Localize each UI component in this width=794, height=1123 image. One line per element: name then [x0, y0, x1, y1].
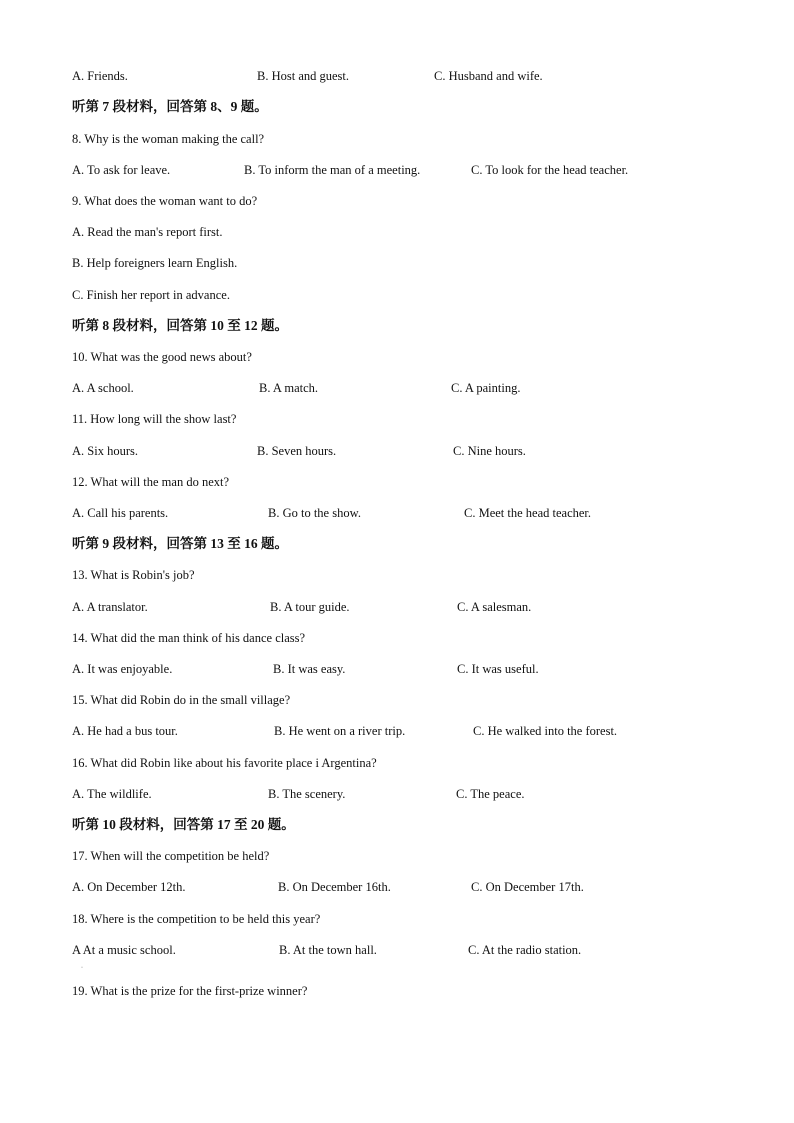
question-12: 12. What will the man do next? — [72, 475, 230, 489]
option-b: B. It was easy. — [273, 662, 346, 676]
option-c: C. A salesman. — [457, 600, 532, 614]
question-16: 16. What did Robin like about his favorite place i Argentina? — [72, 756, 377, 770]
option-a: A. On December 12th. — [72, 880, 186, 894]
option-c: C. A painting. — [451, 381, 521, 395]
section-heading-10: 听第 10 段材料，回答第 17 至 20 题。 — [72, 817, 295, 832]
option-b: B. The scenery. — [268, 787, 346, 801]
option-b: B. He went on a river trip. — [274, 724, 406, 738]
option-a: A. Call his parents. — [72, 506, 169, 520]
stray-dot: · — [81, 965, 83, 971]
question-10: 10. What was the good news about? — [72, 350, 252, 364]
option-b: B. At the town hall. — [279, 943, 377, 957]
option-b: B. A tour guide. — [270, 600, 350, 614]
option-b: B. A match. — [259, 381, 319, 395]
option-b: B. To inform the man of a meeting. — [244, 163, 421, 177]
option-a: A. Read the man's report first. — [72, 225, 223, 239]
option-a: A. The wildlife. — [72, 787, 152, 801]
question-9: 9. What does the woman want to do? — [72, 194, 258, 208]
option-c: C. At the radio station. — [468, 943, 582, 957]
question-14: 14. What did the man think of his dance class? — [72, 631, 306, 645]
option-b: B. Host and guest. — [257, 69, 350, 83]
option-a: A. A translator. — [72, 600, 148, 614]
option-b: B. Help foreigners learn English. — [72, 256, 238, 270]
section-heading-9: 听第 9 段材料，回答第 13 至 16 题。 — [72, 536, 288, 551]
option-b: B. Go to the show. — [268, 506, 361, 520]
question-15: 15. What did Robin do in the small village? — [72, 693, 291, 707]
question-19: 19. What is the prize for the first-prize winner? — [72, 984, 308, 998]
question-17: 17. When will the competition be held? — [72, 849, 270, 863]
option-c: C. It was useful. — [457, 662, 539, 676]
option-c: C. To look for the head teacher. — [471, 163, 629, 177]
question-13: 13. What is Robin's job? — [72, 568, 195, 582]
option-c: C. Meet the head teacher. — [464, 506, 592, 520]
option-b: B. Seven hours. — [257, 444, 337, 458]
option-a: A. He had a bus tour. — [72, 724, 178, 738]
option-c: C. Husband and wife. — [434, 69, 543, 83]
option-c: C. Nine hours. — [453, 444, 526, 458]
option-c: C. The peace. — [456, 787, 525, 801]
option-a: A. It was enjoyable. — [72, 662, 173, 676]
option-a: A. A school. — [72, 381, 134, 395]
option-a: A. Six hours. — [72, 444, 138, 458]
section-heading-8: 听第 8 段材料，回答第 10 至 12 题。 — [72, 318, 288, 333]
question-18: 18. Where is the competition to be held this year? — [72, 912, 321, 926]
option-a: A. To ask for leave. — [72, 163, 171, 177]
option-c: C. Finish her report in advance. — [72, 288, 230, 302]
question-8: 8. Why is the woman making the call? — [72, 132, 265, 146]
option-a: A At a music school. — [72, 943, 176, 957]
option-c: C. On December 17th. — [471, 880, 584, 894]
section-heading-7: 听第 7 段材料，回答第 8、9 题。 — [72, 99, 268, 114]
question-11: 11. How long will the show last? — [72, 412, 237, 426]
option-b: B. On December 16th. — [278, 880, 391, 894]
option-c: C. He walked into the forest. — [473, 724, 618, 738]
option-a: A. Friends. — [72, 69, 128, 83]
